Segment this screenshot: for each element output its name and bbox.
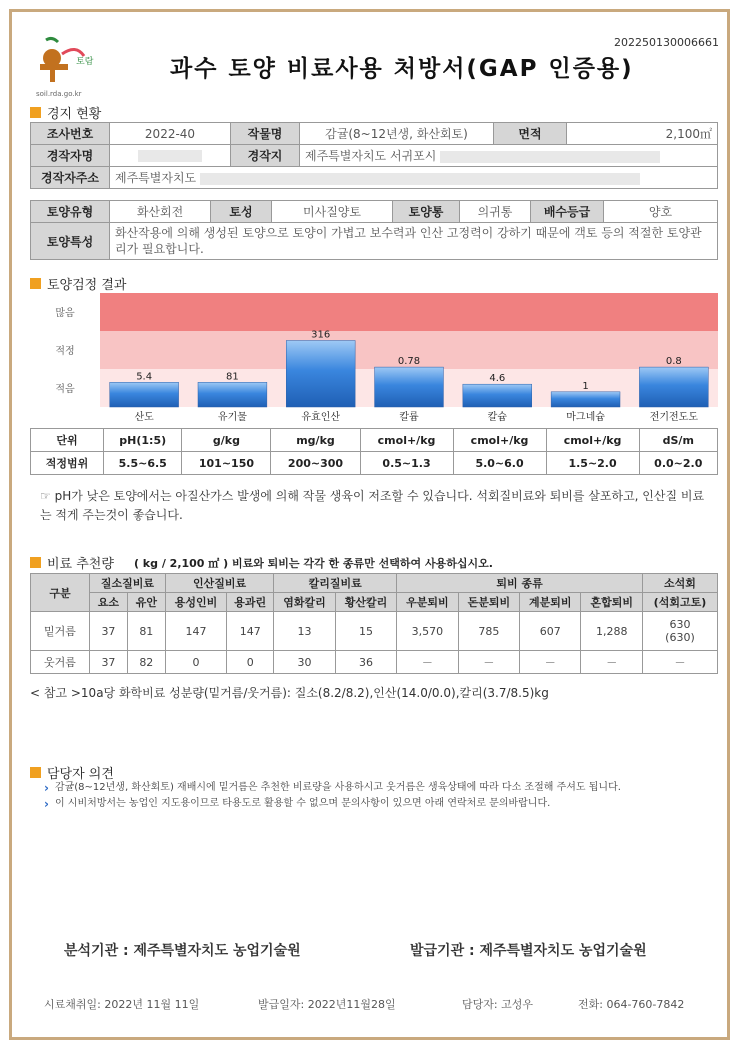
table-row: [31, 612, 718, 651]
phone: 전화: 064-760-7842: [578, 998, 685, 1011]
group-header: 소석회: [642, 574, 717, 593]
cell-line: (630): [665, 631, 695, 644]
band-label: 많음: [55, 308, 75, 319]
bar-유기물: [198, 382, 267, 407]
column-header: 염화칼리: [274, 593, 335, 612]
cell-value: 147: [165, 612, 226, 651]
soil-texture-label: 토성: [211, 201, 272, 223]
category-label: 칼륨: [399, 412, 419, 423]
cell-value: 0: [165, 651, 226, 674]
field-value: [300, 145, 718, 167]
data-label: 4.6: [489, 373, 506, 385]
unit-cell: cmol+/kg: [546, 429, 639, 452]
section-heading-field: [30, 103, 101, 122]
svg-text:토람: 토람: [76, 57, 94, 67]
cell-value: 13: [274, 612, 335, 651]
category-label: 유효인산: [301, 412, 341, 423]
issue-date: 발급일자: 2022년11월28일: [258, 998, 396, 1011]
unit-cell: cmol+/kg: [453, 429, 546, 452]
soil-type: 화산회전: [110, 201, 211, 223]
column-header: 유안: [127, 593, 165, 612]
soil-texture: 미사질양토: [272, 201, 393, 223]
cell-value: 37: [90, 612, 128, 651]
redacted-block: [138, 150, 202, 162]
section-title: 담당자 의견: [47, 767, 114, 782]
opinion-item: [44, 782, 714, 794]
cell-value: 1,288: [581, 612, 642, 651]
soil-type-label: 토양유형: [31, 201, 110, 223]
address-value: [110, 167, 718, 189]
crop-label: 작물명: [231, 123, 300, 145]
unit-cell: pH(1:5): [104, 429, 182, 452]
section-heading-opinion: [30, 763, 114, 782]
cell-value: 81: [127, 612, 165, 651]
category-label: 유기물: [217, 412, 247, 423]
cell-value: 785: [458, 612, 519, 651]
section-title: 토양검정 결과: [47, 278, 127, 293]
unit-label: 단위: [31, 429, 104, 452]
band-label: 적정: [55, 346, 75, 357]
range-cell: 200~300: [271, 452, 360, 475]
reference-note: < 참고 >10a당 화학비료 성분량(밑거름/웃거름): 질소(8.2/8.2),인산(14.0/0.0),칼리(3.7/8.5)kg: [30, 686, 549, 700]
sample-no: 2022-40: [110, 123, 231, 145]
pointer-icon: ☞: [40, 489, 55, 503]
column-header: 용과린: [227, 593, 274, 612]
band-0: [100, 293, 718, 331]
bar-산도: [110, 382, 179, 407]
unit-range-table: [30, 428, 718, 475]
cell-value: 30: [274, 651, 335, 674]
field-label: 경작지: [231, 145, 300, 167]
chevron-right-icon: ›: [44, 781, 49, 795]
opinion-text: 감귤(8~12년생, 화산회토) 재배시에 밑거름은 추천한 비료량을 사용하시고 웃거름은 생육상태에 따라 다소 조절해 주셔도 됩니다.: [54, 782, 621, 793]
area-label: 면적: [494, 123, 567, 145]
category-label: 칼슘: [487, 412, 507, 423]
document-number: 202250130006661: [614, 36, 719, 49]
row-label: 밑거름: [31, 612, 90, 651]
cell-value: 36: [335, 651, 396, 674]
unit-cell: mg/kg: [271, 429, 360, 452]
soil-info-table: [30, 200, 718, 260]
issue-org: 발급기관 : 제주특별자치도 농업기술원: [410, 943, 647, 959]
group-header: 질소질비료: [90, 574, 166, 593]
data-label: 1: [582, 380, 589, 392]
logo-url: soil.rda.go.kr: [36, 90, 82, 98]
chevron-right-icon: ›: [44, 797, 49, 811]
unit-cell: dS/m: [639, 429, 717, 452]
bar-전기전도도: [639, 367, 708, 407]
table-row: [31, 651, 718, 674]
cell-line: 630: [669, 618, 691, 631]
section-heading-fertilizer: [30, 553, 493, 572]
soil-series-label: 토양통: [393, 201, 460, 223]
farmer-value: [110, 145, 231, 167]
analysis-org: 분석기관 : 제주특별자치도 농업기술원: [64, 943, 301, 959]
cell-value: －: [458, 651, 519, 674]
column-header: 용성인비: [165, 593, 226, 612]
cell-value: －: [520, 651, 581, 674]
bar-칼슘: [463, 384, 532, 407]
bar-유효인산: [286, 341, 355, 408]
cell-value: 15: [335, 612, 396, 651]
column-header: 혼합퇴비: [581, 593, 642, 612]
soil-char-label: 토양특성: [31, 223, 110, 260]
opinion-list: [44, 782, 714, 814]
redacted-block: [440, 151, 660, 163]
farmer-label: 경작자명: [31, 145, 110, 167]
data-label: 0.78: [397, 356, 421, 368]
cell-value: 82: [127, 651, 165, 674]
column-header: 요소: [90, 593, 128, 612]
crop-value: 감귤(8~12년생, 화산회토): [300, 123, 494, 145]
cell-value: 147: [227, 612, 274, 651]
soil-note-text: pH가 낮은 토양에서는 아질산가스 발생에 의해 작물 생육이 저조할 수 있습니다. 석회질비료와 퇴비를 살포하고, 인산질 비료는 적게 주는것이 좋습니다.: [40, 489, 705, 522]
opinion-text: 이 시비처방서는 농업인 지도용이므로 타용도로 활용할 수 없으며 문의사항이 있으면 아래 연락처로 문의바랍니다.: [54, 798, 551, 809]
data-label: 81: [226, 371, 239, 383]
column-header: 우분퇴비: [397, 593, 458, 612]
group-header: 칼리질비료: [274, 574, 397, 593]
field-text: 제주특별자치도 서귀포시: [305, 149, 437, 163]
cell-value: －: [397, 651, 458, 674]
range-cell: 0.5~1.3: [360, 452, 453, 475]
person: 담당자: 고성우: [462, 998, 533, 1011]
column-header: 돈분퇴비: [458, 593, 519, 612]
column-header: 계분퇴비: [520, 593, 581, 612]
column-header: 황산칼리: [335, 593, 396, 612]
soil-note: [40, 487, 705, 525]
data-label: 5.4: [136, 371, 153, 383]
sample-no-label: 조사번호: [31, 123, 110, 145]
address-label: 경작자주소: [31, 167, 110, 189]
data-label: 316: [311, 329, 331, 341]
bullet-square-icon: [30, 767, 41, 778]
range-cell: 5.5~6.5: [104, 452, 182, 475]
category-label: 산도: [134, 412, 154, 423]
cell-value: －: [642, 651, 717, 674]
row-label: 웃거름: [31, 651, 90, 674]
column-header: (석회고토): [642, 593, 717, 612]
cell-value: 607: [520, 612, 581, 651]
range-cell: 0.0~2.0: [639, 452, 717, 475]
soil-series: 의귀통: [460, 201, 531, 223]
logo: [32, 34, 112, 96]
category-label: 마그네슘: [566, 412, 605, 423]
range-cell: 1.5~2.0: [546, 452, 639, 475]
range-label: 적정범위: [31, 452, 104, 475]
page-title: 과수 토양 비료사용 처방서(GAP 인증용): [170, 56, 634, 82]
group-header: 구분: [31, 574, 90, 612]
group-header: 인산질비료: [165, 574, 274, 593]
cell-value: 0: [227, 651, 274, 674]
cell-value: 37: [90, 651, 128, 674]
soil-test-chart: [30, 291, 718, 426]
sample-date: 시료채취일: 2022년 11월 11일: [44, 998, 200, 1011]
bullet-square-icon: [30, 107, 41, 118]
cell-value: [642, 612, 717, 651]
drainage-label: 배수등급: [531, 201, 604, 223]
unit-cell: cmol+/kg: [360, 429, 453, 452]
bullet-square-icon: [30, 278, 41, 289]
cell-value: 3,570: [397, 612, 458, 651]
bar-마그네슘: [551, 392, 620, 407]
range-cell: 5.0~6.0: [453, 452, 546, 475]
field-info-table: [30, 122, 718, 189]
unit-cell: g/kg: [182, 429, 271, 452]
group-header: 퇴비 종류: [397, 574, 643, 593]
opinion-item: [44, 798, 714, 810]
category-label: 전기전도도: [649, 412, 699, 423]
drainage: 양호: [604, 201, 718, 223]
soil-char: 화산작용에 의해 생성된 토양으로 토양이 가볍고 보수력과 인산 고정력이 강하기 때문에 객토 등의 적절한 토양관리가 필요합니다.: [110, 223, 718, 260]
range-cell: 101~150: [182, 452, 271, 475]
data-label: 0.8: [665, 356, 682, 368]
band-label: 적음: [55, 384, 75, 395]
redacted-block: [200, 173, 640, 185]
fertilizer-table: [30, 573, 718, 674]
bullet-square-icon: [30, 557, 41, 568]
cell-value: －: [581, 651, 642, 674]
address-text: 제주특별자치도: [115, 171, 197, 185]
bar-칼륨: [375, 367, 444, 407]
area-value: 2,100㎡: [567, 123, 718, 145]
section-subtitle: ( kg / 2,100 ㎡ ) 비료와 퇴비는 각각 한 종류만 선택하여 사용하십시오.: [133, 556, 493, 570]
section-title: 경지 현황: [47, 107, 102, 122]
section-title: 비료 추천량: [47, 557, 114, 572]
